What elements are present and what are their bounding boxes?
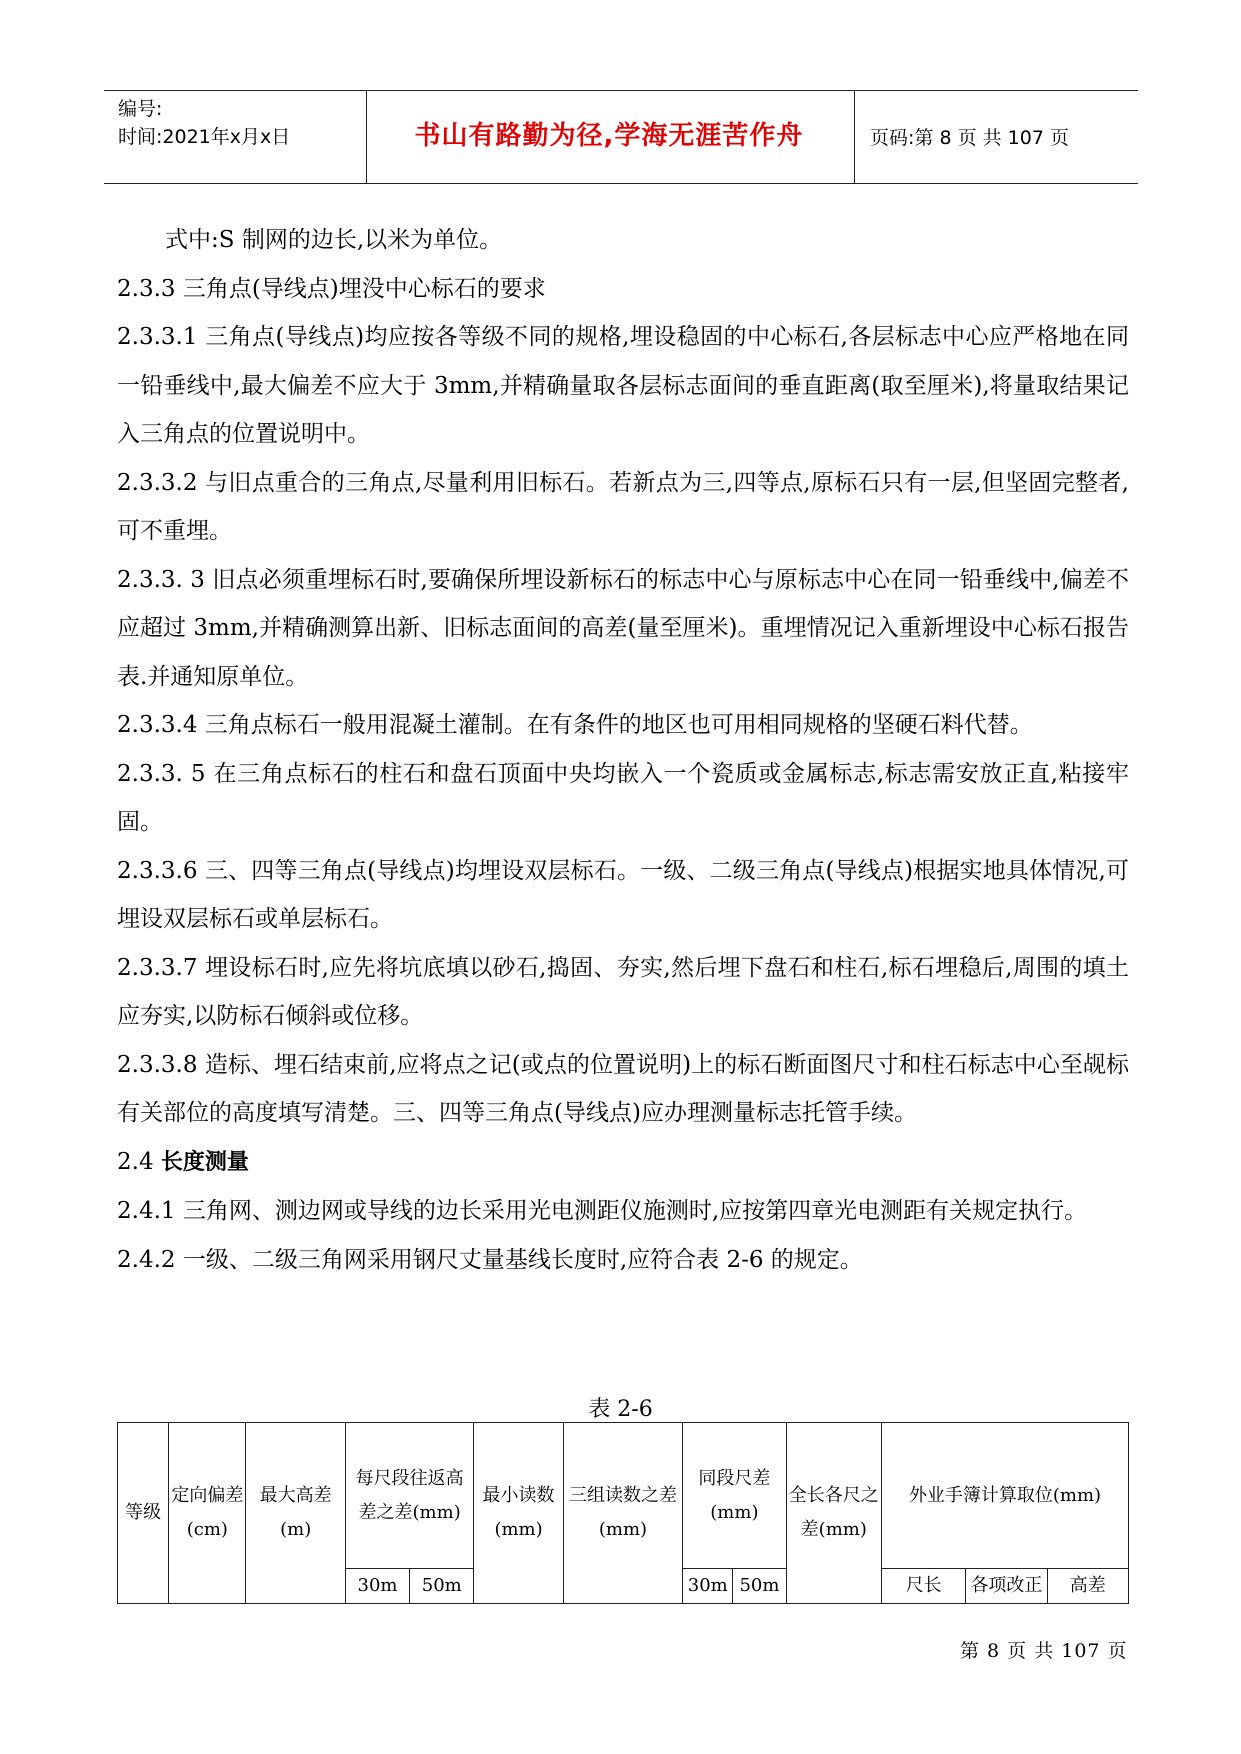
paragraph-2-3-3-2: 2.3.3.2 与旧点重合的三角点,尽量利用旧标石。若新点为三,四等点,原标石只有一层,但坚固完整者,可不重埋。	[117, 469, 1129, 544]
section-title: 长度测量	[160, 1149, 249, 1175]
document-number-label: 编号:	[118, 98, 163, 120]
header-divider	[854, 91, 855, 183]
header-max-height-diff: 最大高差(m)	[246, 1423, 345, 1604]
subheader-height-diff: 高差	[1047, 1569, 1128, 1604]
document-time-label: 时间:2021年x月x日	[118, 126, 291, 148]
header-grade: 等级	[118, 1423, 169, 1604]
subheader-seg-30m: 30m	[345, 1569, 409, 1604]
paragraph-2-3-3-3: 2.3.3. 3 旧点必须重埋标石时,要确保所埋设新标石的标志中心与原标志中心在同一铅垂线中,偏差不应超过 3mm,并精确测算出新、旧标志面间的高差(量至厘米)。重埋情况记入重新埋设中心标石报告表.并通知原单位。	[117, 566, 1129, 690]
subheader-same-50m: 50m	[733, 1569, 786, 1604]
paragraph-2-4-1: 2.4.1 三角网、测边网或导线的边长采用光电测距仪施测时,应按第四章光电测距有关规定执行。	[117, 1198, 1088, 1224]
subheader-seg-50m: 50m	[410, 1569, 474, 1604]
paragraph-2-3-3-7: 2.3.3.7 埋设标石时,应先将坑底填以砂石,捣固、夯实,然后埋下盘石和柱石,标石埋稳后,周围的填土应夯实,以防标石倾斜或位移。	[117, 954, 1129, 1029]
paragraph-2-3-3-4: 2.3.3.4 三角点标石一般用混凝土灌制。在有条件的地区也可用相同规格的坚硬石料代替。	[117, 712, 1033, 738]
section-number: 2.4	[117, 1148, 161, 1175]
table-caption: 表 2-6	[588, 1397, 653, 1422]
paragraph-2-3-3-5: 2.3.3. 5 在三角点标石的柱石和盘石顶面中央均嵌入一个瓷质或金属标志,标志需安放正直,粘接牢固。	[117, 760, 1129, 835]
section-heading-2-4	[117, 1138, 1129, 1188]
paragraph-2-3-3-1: 2.3.3.1 三角点(导线点)均应按各等级不同的规格,埋设稳固的中心标石,各层标志中心应严格地在同一铅垂线中,最大偏差不应大于 3mm,并精确量取各层标志面间的垂直距离(取至厘米),将量取结果记入三角点的位置说明中。	[117, 324, 1129, 447]
document-body	[117, 216, 1129, 1284]
header-page-label: 页码:第 8 页 共 107 页	[870, 127, 1069, 149]
header-three-group-diff: 三组读数之差(mm)	[563, 1423, 682, 1604]
paragraph-2-3-3-6: 2.3.3.6 三、四等三角点(导线点)均埋设双层标石。一级、二级三角点(导线点)根据实地具体情况,可埋设双层标石或单层标石。	[117, 857, 1129, 932]
header-direction-deviation: 定向偏差(cm)	[169, 1423, 246, 1604]
header-same-segment-diff: 同段尺差(mm)	[683, 1423, 786, 1569]
header-segment-height-diff: 每尺段往返高差之差(mm)	[345, 1423, 474, 1569]
paragraph-2-3-3-8: 2.3.3.8 造标、埋石结束前,应将点之记(或点的位置说明)上的标石断面图尺寸和柱石标志中心至觇标有关部位的高度填写清楚。三、四等三角点(导线点)应办理测量标志托管手续。	[117, 1051, 1129, 1126]
subheader-ruler-length: 尺长	[881, 1569, 965, 1604]
header-full-length-diff: 全长各尺之差(mm)	[786, 1423, 881, 1604]
table-header-row	[118, 1423, 1129, 1569]
baseline-table	[117, 1422, 1129, 1604]
paragraph-2-4-2: 2.4.2 一级、二级三角网采用钢尺丈量基线长度时,应符合表 2-6 的规定。	[117, 1246, 863, 1273]
header-motto: 书山有路勤为径,学海无涯苦作舟	[414, 121, 804, 151]
section-heading-2-3-3: 2.3.3 三角点(导线点)埋没中心标石的要求	[117, 275, 546, 302]
header-meta	[118, 95, 290, 151]
subheader-same-30m: 30m	[683, 1569, 733, 1604]
paragraph-formula-note: 式中:S 制网的边长,以米为单位。	[165, 227, 503, 253]
header-field-book: 外业手簿计算取位(mm)	[881, 1423, 1128, 1569]
header-min-reading: 最小读数(mm)	[474, 1423, 563, 1604]
subheader-corrections: 各项改正	[966, 1569, 1047, 1604]
page-header	[104, 90, 1138, 184]
page-footer: 第 8 页 共 107 页	[960, 1640, 1128, 1662]
